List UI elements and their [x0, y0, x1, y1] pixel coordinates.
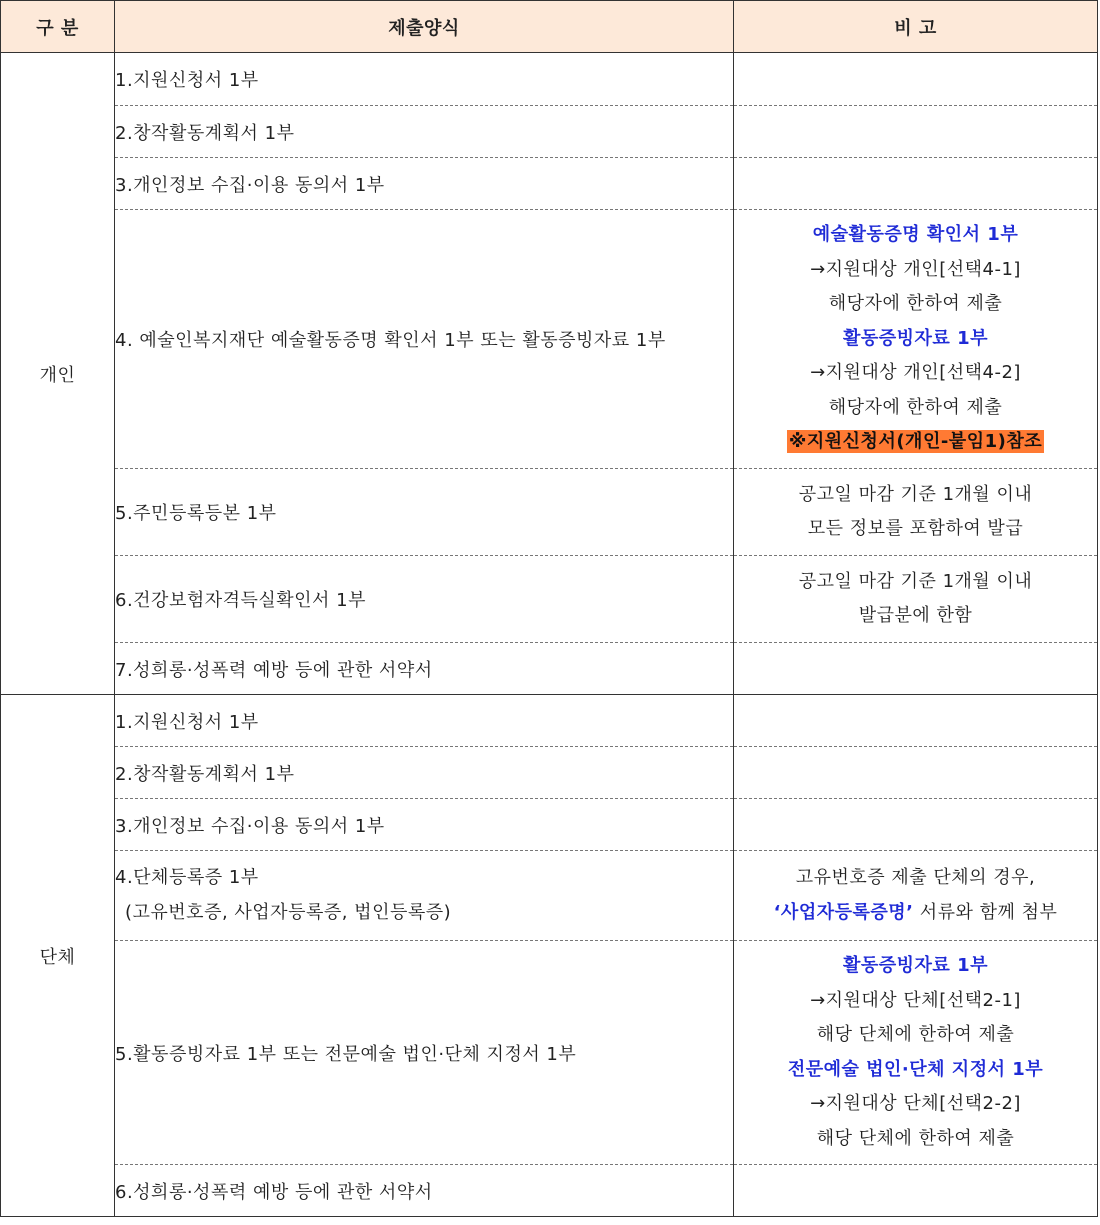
note-line: 해당 단체에 한하여 제출	[816, 1024, 1015, 1045]
note-emphasis: ‘사업자등록증명’	[773, 901, 914, 923]
category-group: 단체	[1, 695, 115, 1217]
form-cell: 2.창작활동계획서 1부	[115, 747, 734, 799]
form-subline: (고유번호증, 사업자등록증, 법인등록증)	[125, 901, 452, 923]
form-cell: 5.활동증빙자료 1부 또는 전문예술 법인·단체 지정서 1부	[115, 941, 734, 1165]
note-cell	[734, 747, 1098, 799]
note-line: 고유번호증 제출 단체의 경우,	[795, 867, 1036, 888]
table-row	[1, 799, 1098, 851]
form-cell: 3.개인정보 수집·이용 동의서 1부	[115, 799, 734, 851]
note-cell	[734, 799, 1098, 851]
category-individual: 개인	[1, 53, 115, 695]
note-cell	[734, 643, 1098, 695]
note-cell	[734, 556, 1098, 643]
table-row	[1, 747, 1098, 799]
note-cell	[734, 469, 1098, 556]
note-line: 활동증빙자료 1부	[842, 955, 988, 976]
note-line: 예술활동증명 확인서 1부	[812, 224, 1019, 246]
highlight-reference-note: ※지원신청서(개인-붙임1)참조	[788, 431, 1043, 453]
note-line: →지원대상 단체[선택2-1]	[810, 989, 1021, 1011]
note-line: →지원대상 개인[선택4-1]	[810, 258, 1021, 280]
note-line: 모든 정보를 포함하여 발급	[807, 518, 1024, 539]
note-line: 전문예술 법인·단체 지정서 1부	[787, 1058, 1044, 1080]
note-cell	[734, 941, 1098, 1165]
note-line: 해당자에 한하여 제출	[828, 396, 1003, 418]
note-line	[734, 896, 1097, 931]
table-row	[1, 941, 1098, 1165]
header-row	[1, 1, 1098, 53]
header-form: 제출양식	[115, 1, 734, 53]
table-row	[1, 106, 1098, 158]
note-line: 발급분에 한함	[858, 605, 973, 626]
note-cell	[734, 106, 1098, 158]
form-cell: 3.개인정보 수집·이용 동의서 1부	[115, 158, 734, 210]
note-cell	[734, 210, 1098, 469]
header-category: 구 분	[1, 1, 115, 53]
table-row	[1, 469, 1098, 556]
form-cell: 6.건강보험자격득실확인서 1부	[115, 556, 734, 643]
note-line: 공고일 마감 기준 1개월 이내	[798, 570, 1033, 592]
table-row	[1, 851, 1098, 941]
form-cell	[115, 851, 734, 941]
table-row	[1, 53, 1098, 106]
note-line: 공고일 마감 기준 1개월 이내	[798, 483, 1033, 505]
note-cell	[734, 158, 1098, 210]
header-note: 비 고	[734, 1, 1098, 53]
note-cell	[734, 1165, 1098, 1217]
table-row	[1, 643, 1098, 695]
form-cell: 6.성희롱·성폭력 예방 등에 관한 서약서	[115, 1165, 734, 1217]
form-cell: 2.창작활동계획서 1부	[115, 106, 734, 158]
note-line: 활동증빙자료 1부	[842, 327, 988, 349]
table-row	[1, 158, 1098, 210]
form-cell: 1.지원신청서 1부	[115, 53, 734, 106]
form-cell: 5.주민등록등본 1부	[115, 469, 734, 556]
note-line: 해당 단체에 한하여 제출	[816, 1127, 1015, 1149]
note-line: →지원대상 개인[선택4-2]	[810, 362, 1021, 384]
note-line: 해당자에 한하여 제출	[828, 293, 1003, 315]
note-cell	[734, 695, 1098, 747]
table-row	[1, 556, 1098, 643]
table-row	[1, 1165, 1098, 1217]
note-line: →지원대상 단체[선택2-2]	[810, 1093, 1021, 1114]
note-cell	[734, 53, 1098, 106]
table-row	[1, 695, 1098, 747]
form-line: 4.단체등록증 1부	[115, 867, 259, 889]
table-row	[1, 210, 1098, 469]
form-cell: 4. 예술인복지재단 예술활동증명 확인서 1부 또는 활동증빙자료 1부	[115, 210, 734, 469]
form-cell: 1.지원신청서 1부	[115, 695, 734, 747]
note-cell	[734, 851, 1098, 941]
note-text: 서류와 함께 첨부	[913, 901, 1058, 923]
form-cell: 7.성희롱·성폭력 예방 등에 관한 서약서	[115, 643, 734, 695]
